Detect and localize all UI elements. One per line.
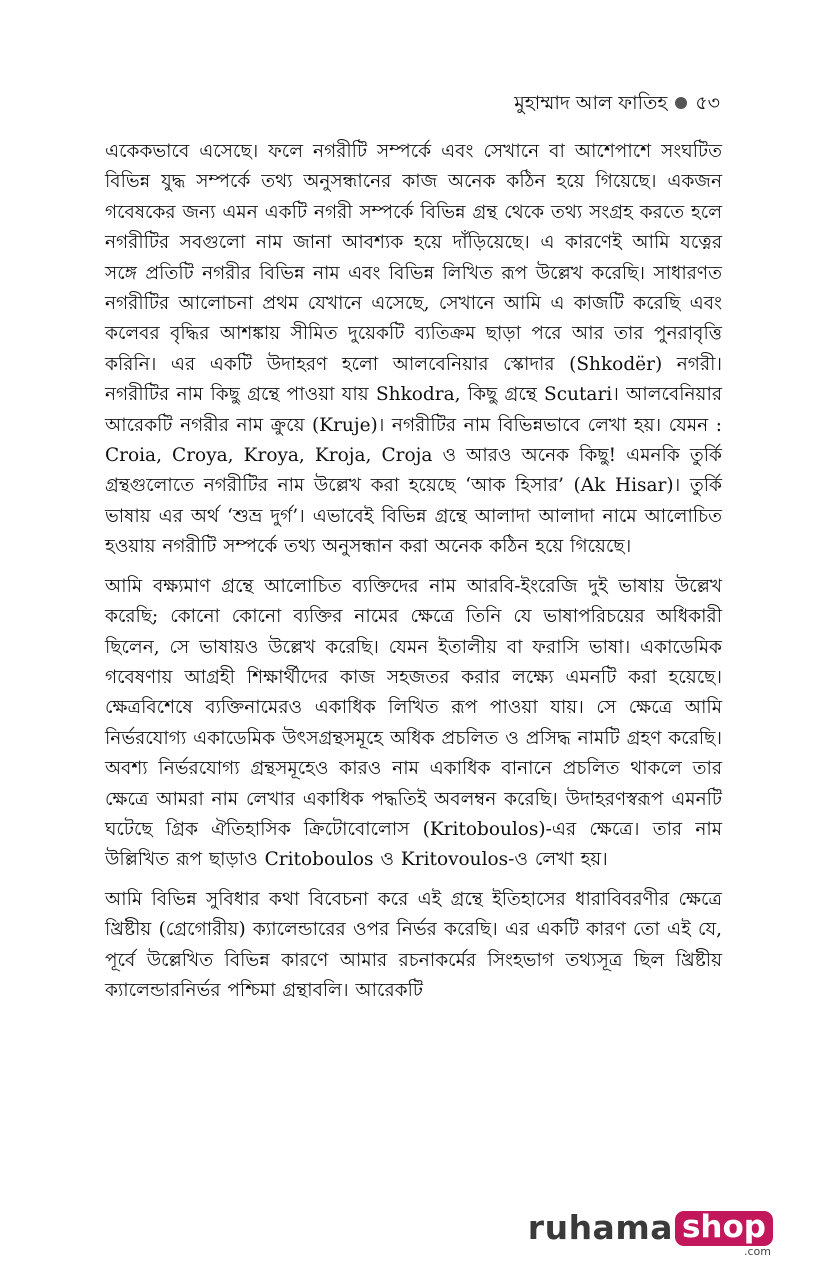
- bullet-icon: [675, 97, 687, 109]
- running-header: [514, 90, 720, 116]
- paragraph-3: আমি বিভিন্ন সুবিধার কথা বিবেচনা করে এই গ্রন্থে ইতিহাসের ধারাবিবরণীর ক্ষেত্রে খ্রিষ্টীয় (গ্রেগোরীয়) ক্যালেন্ডারের ওপর নির্ভর করেছি। এর একটি কারণ তো এই যে, পূর্বে উল্লেখিত বিভিন্ন কারণে আমার রচনাকর্মের সিংহভাগ তথ্যসূত্র ছিল খ্রিষ্টীয় ক্যালেন্ডারনির্ভর পশ্চিমা গ্রন্থাবলি। আরেকটি: [105, 888, 722, 1001]
- logo-badge: [675, 1209, 773, 1258]
- body-text: [105, 137, 722, 1015]
- book-title: মুহাম্মাদ আল ফাতিহ: [514, 92, 668, 114]
- logo-text-shop: shop: [675, 1211, 773, 1246]
- logo-suffix: .com: [744, 1245, 771, 1258]
- paragraph-2: আমি বক্ষ্যমাণ গ্রন্থে আলোচিত ব্যক্তিদের নাম আরবি-ইংরেজি দুই ভাষায় উল্লেখ করেছি; কোনো কোনো ব্যক্তির নামের ক্ষেত্রে তিনি যে ভাষাপরিচয়ের অধিকারী ছিলেন, সে ভাষায়ও উল্লেখ করেছি। যেমন ইতালীয় বা ফরাসি ভাষা। একাডেমিক গবেষণায় আগ্রহী শিক্ষার্থীদের কাজ সহজতর করার লক্ষ্যে এমনটি করা হয়েছে। ক্ষেত্রবিশেষে ব্যক্তিনামেরও একাধিক লিখিত রূপ পাওয়া যায়। সে ক্ষেত্রে আমি নির্ভরযোগ্য একাডেমিক উৎসগ্রন্থসমূহে অধিক প্রচলিত ও প্রসিদ্ধ নামটি গ্রহণ করেছি। অবশ্য নির্ভরযোগ্য গ্রন্থসমূহেও কারও নাম একাধিক বানানে প্রচলিত থাকলে তার ক্ষেত্রে আমরা নাম লেখার একাধিক পদ্ধতিই অবলম্বন করেছি। উদাহরণস্বরূপ এমনটি ঘটেছে গ্রিক ঐতিহাসিক ক্রিটোবোলোস (Kritoboulos)-এর ক্ষেত্রে। তার নাম উল্লিখিত রূপ ছাড়াও Critoboulos ও Kritovoulos-ও লেখা হয়।: [105, 575, 722, 871]
- logo-text-ruhama: ruhama: [527, 1208, 673, 1247]
- paragraph-1: একেকভাবে এসেছে। ফলে নগরীটি সম্পর্কে এবং সেখানে বা আশেপাশে সংঘটিত বিভিন্ন যুদ্ধ সম্পর্কে তথ্য অনুসন্ধানের কাজ অনেক কঠিন হয়ে গিয়েছে। একজন গবেষকের জন্য এমন একটি নগরী সম্পর্কে বিভিন্ন গ্রন্থ থেকে তথ্য সংগ্রহ করতে হলে নগরীটির সবগুলো নাম জানা আবশ্যক হয়ে দাঁড়িয়েছে। এ কারণেই আমি যত্নের সঙ্গে প্রতিটি নগরীর বিভিন্ন নাম এবং বিভিন্ন লিখিত রূপ উল্লেখ করেছি। সাধারণত নগরীটির আলোচনা প্রথম যেখানে এসেছে, সেখানে আমি এ কাজটি করেছি এবং কলেবর বৃদ্ধির আশঙ্কায় সীমিত দুয়েকটি ব্যতিক্রম ছাড়া পরে আর তার পুনরাবৃত্তি করিনি। এর একটি উদাহরণ হলো আলবেনিয়ার স্কোদার (Shkodër) নগরী। নগরীটির নাম কিছু গ্রন্থে পাওয়া যায় Shkodra, কিছু গ্রন্থে Scutari। আলবেনিয়ার আরেকটি নগরীর নাম ক্রুয়ে (Kruje)। নগরীটির নাম বিভিন্নভাবে লেখা হয়। যেমন : Croia, Croya, Kroya, Kroja, Croja ও আরও অনেক কিছু! এমনকি তুর্কি গ্রন্থগুলোতে নগরীটির নাম উল্লেখ করা হয়েছে ‘আক হিসার’ (Ak Hisar)। তুর্কি ভাষায় এর অর্থ ‘শুভ্র দুর্গ’। এভাবেই বিভিন্ন গ্রন্থে আলাদা আলাদা নামে আলোচিত হওয়ায় নগরীটি সম্পর্কে তথ্য অনুসন্ধান করা অনেক কঠিন হয়ে গিয়েছে।: [105, 141, 722, 558]
- watermark-logo: [527, 1208, 773, 1258]
- page-number: ৫৩: [695, 92, 720, 114]
